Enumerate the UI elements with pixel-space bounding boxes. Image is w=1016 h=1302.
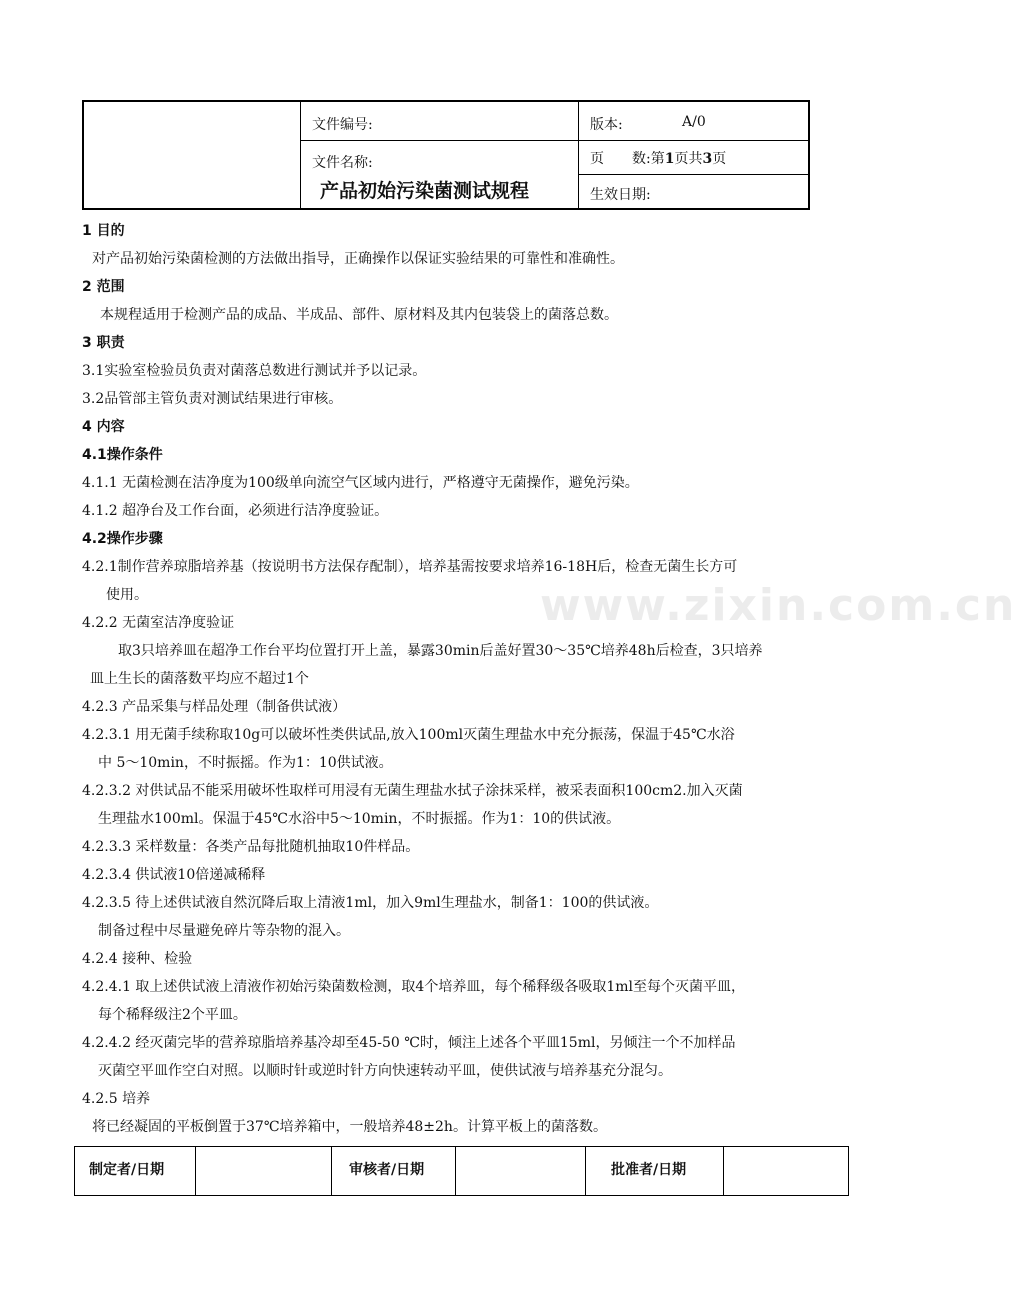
approver-date-label: 批准者/日期 bbox=[611, 1162, 687, 1178]
doc-name-label: 文件名称: bbox=[312, 155, 373, 171]
paragraph: 制备过程中尽量避免碎片等杂物的混入。 bbox=[98, 923, 350, 939]
header-divider bbox=[300, 102, 301, 208]
paragraph: 灭菌空平皿作空白对照。以顺时针或逆时针方向快速转动平皿，使供试液与培养基充分混匀。 bbox=[98, 1063, 672, 1079]
section-heading: 4 内容 bbox=[82, 419, 125, 435]
paragraph: 皿上生长的菌落数平均应不超过1个 bbox=[90, 671, 309, 687]
header-divider bbox=[578, 102, 579, 208]
paragraph: 中 5～10min，不时振摇。作为1：10供试液。 bbox=[98, 755, 393, 771]
table-divider bbox=[331, 1147, 332, 1195]
table-divider bbox=[585, 1147, 586, 1195]
paragraph: 取3只培养皿在超净工作台平均位置打开上盖，暴露30min后盖好置30～35℃培养48h后检查，3只培养 bbox=[118, 643, 763, 659]
paragraph: 4.2.2 无菌室洁净度验证 bbox=[82, 615, 235, 631]
paragraph: 生理盐水100ml。保温于45℃水浴中5～10min，不时振摇。作为1：10的供试液。 bbox=[98, 811, 621, 827]
header-divider bbox=[578, 174, 808, 175]
paragraph: 4.2.4.1 取上述供试液上清液作初始污染菌数检测，取4个培养皿，每个稀释级各吸取1ml至每个灭菌平皿， bbox=[82, 979, 745, 995]
paragraph: 3.2品管部主管负责对测试结果进行审核。 bbox=[82, 391, 343, 407]
section-heading: 3 职责 bbox=[82, 335, 125, 351]
doc-title: 产品初始污染菌测试规程 bbox=[320, 180, 530, 202]
paragraph: 4.2.3 产品采集与样品处理（制备供试液） bbox=[82, 699, 347, 715]
watermark: www.zixin.com.cn bbox=[540, 580, 1016, 631]
section-heading: 2 范围 bbox=[82, 279, 125, 295]
section-heading: 1 目的 bbox=[82, 223, 125, 239]
paragraph: 4.2.5 培养 bbox=[82, 1091, 151, 1107]
paragraph: 4.2.1制作营养琼脂培养基（按说明书方法保存配制），培养基需按要求培养16-18H后，检查无菌生长方可 bbox=[82, 559, 738, 575]
table-divider bbox=[723, 1147, 724, 1195]
doc-number-label: 文件编号: bbox=[312, 117, 373, 133]
paragraph: 将已经凝固的平板倒置于37℃培养箱中，一般培养48±2h。计算平板上的菌落数。 bbox=[92, 1119, 607, 1135]
paragraph: 4.2.4.2 经灭菌完毕的营养琼脂培养基冷却至45-50 ℃时，倾注上述各个平皿15ml，另倾注一个不加样品 bbox=[82, 1035, 736, 1051]
maker-date-label: 制定者/日期 bbox=[89, 1162, 165, 1178]
page-label: 页 数: bbox=[590, 151, 651, 167]
paragraph: 4.2.3.5 待上述供试液自然沉降后取上清液1ml，加入9ml生理盐水，制备1：100的供试液。 bbox=[82, 895, 659, 911]
paragraph: 4.2.4 接种、检验 bbox=[82, 951, 193, 967]
paragraph: 3.1实验室检验员负责对菌落总数进行测试并予以记录。 bbox=[82, 363, 427, 379]
version-value: A/0 bbox=[682, 114, 706, 130]
paragraph: 使用。 bbox=[106, 587, 148, 603]
header-divider bbox=[300, 140, 808, 141]
paragraph: 4.1.1 无菌检测在洁净度为100级单向流空气区域内进行，严格遵守无菌操作，避免污染。 bbox=[82, 475, 639, 491]
signature-table bbox=[74, 1146, 849, 1196]
page-mid: 页共 bbox=[674, 151, 703, 167]
table-divider bbox=[195, 1147, 196, 1195]
paragraph: 4.2.3.1 用无菌手续称取10g可以破坏性类供试品,放入100ml灭菌生理盐水中充分振荡，保温于45℃水浴 bbox=[82, 727, 735, 743]
paragraph: 4.1.2 超净台及工作台面，必须进行洁净度验证。 bbox=[82, 503, 389, 519]
effective-date-label: 生效日期: bbox=[590, 187, 651, 203]
paragraph: 每个稀释级注2个平皿。 bbox=[98, 1007, 247, 1023]
paragraph: 4.2.3.2 对供试品不能采用破坏性取样可用浸有无菌生理盐水拭子涂抹采样，被采表面积100cm2.加入灭菌 bbox=[82, 783, 743, 799]
reviewer-date-label: 审核者/日期 bbox=[349, 1162, 425, 1178]
page-total: 3 bbox=[702, 151, 713, 167]
table-divider bbox=[455, 1147, 456, 1195]
subsection-heading: 4.1操作条件 bbox=[82, 447, 163, 463]
paragraph: 对产品初始污染菌检测的方法做出指导，正确操作以保证实验结果的可靠性和准确性。 bbox=[92, 251, 624, 267]
page-prefix: 第 bbox=[650, 151, 665, 167]
paragraph: 本规程适用于检测产品的成品、半成品、部件、原材料及其内包装袋上的菌落总数。 bbox=[100, 307, 618, 323]
subsection-heading: 4.2操作步骤 bbox=[82, 531, 163, 547]
paragraph: 4.2.3.4 供试液10倍递减稀释 bbox=[82, 867, 266, 883]
version-label: 版本: bbox=[590, 117, 623, 133]
page-current: 1 bbox=[664, 151, 675, 167]
page-suffix: 页 bbox=[712, 151, 727, 167]
paragraph: 4.2.3.3 采样数量：各类产品每批随机抽取10件样品。 bbox=[82, 839, 420, 855]
page-count bbox=[590, 148, 726, 168]
document-header-table bbox=[82, 100, 810, 210]
